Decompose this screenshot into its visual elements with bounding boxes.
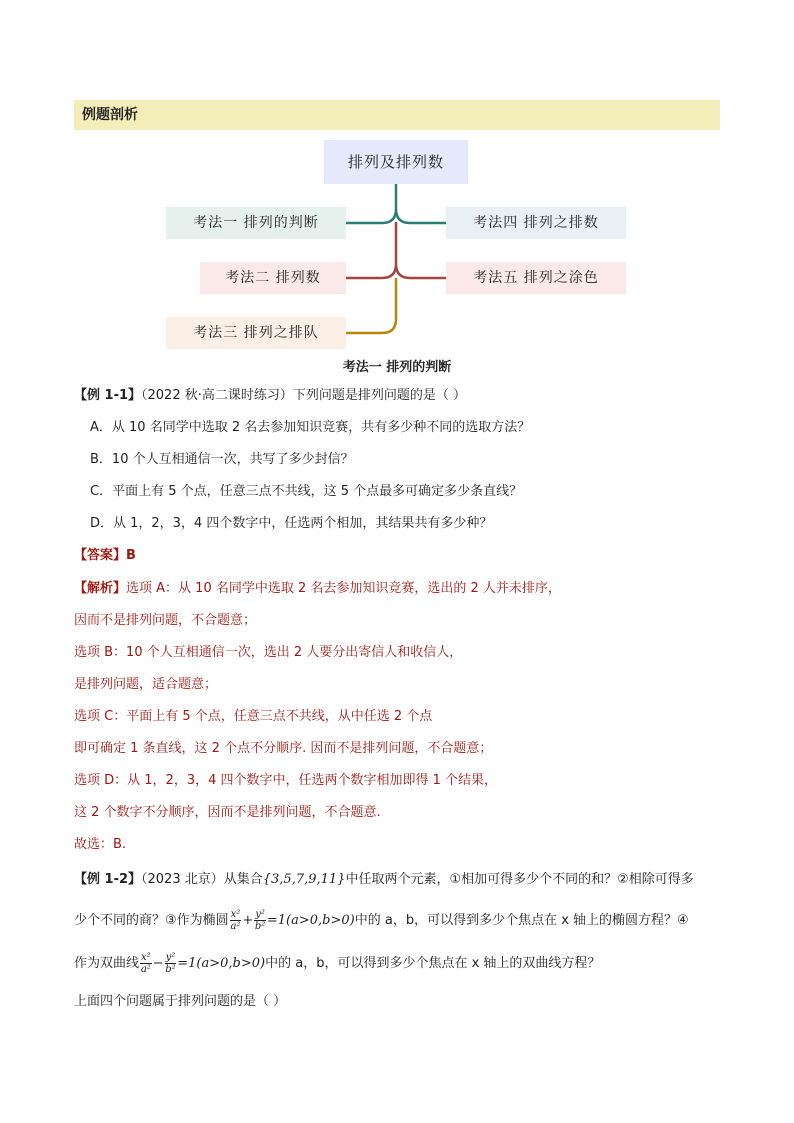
denominator: b²	[254, 921, 266, 932]
method-subtitle: 考法一 排列的判断	[342, 360, 452, 375]
mindmap-root: 排列及排列数	[324, 140, 468, 184]
fraction-y2-b2	[254, 909, 266, 932]
example-1-2-line-2	[74, 906, 689, 936]
analysis-tag: 【解析】	[74, 581, 127, 596]
mindmap-method-3: 考法三 排列之排队	[166, 317, 346, 349]
question-text: 下列问题是排列问题的是（ ）	[292, 388, 467, 403]
example-tag: 【例 1-2】	[74, 872, 142, 887]
fraction-x2-a2	[140, 952, 152, 975]
set-expression: {3,5,7,9,11}	[262, 872, 346, 887]
analysis-text: 选项 A：从 10 名同学中选取 2 名去参加知识竞赛，选出的 2 人并未排序，	[126, 581, 561, 596]
mindmap-method-2: 考法二 排列数	[200, 262, 346, 294]
minus-sign: −	[152, 956, 164, 971]
analysis-line-3: 选项 B：10 个人互相通信一次，选出 2 人要分出寄信人和收信人，	[74, 645, 463, 660]
analysis-line-1	[74, 579, 561, 599]
analysis-line-5: 选项 C：平面上有 5 个点，任意三点不共线，从中任选 2 个点	[74, 709, 433, 724]
example-1-2-line-4: 上面四个问题属于排列问题的是（ ）	[74, 994, 287, 1009]
question-text: 从集合	[223, 872, 263, 887]
mindmap-method-1: 考法一 排列的判断	[166, 207, 346, 239]
analysis-line-8: 这 2 个数字不分顺序，因而不是排列问题，不合题意.	[74, 805, 381, 820]
analysis-line-9: 故选：B.	[74, 837, 127, 852]
denominator: a²	[230, 921, 241, 932]
connector-m1-m4	[346, 184, 446, 223]
option-c: C．平面上有 5 个点，任意三点不共线，这 5 个点最多可确定多少条直线？	[90, 484, 523, 499]
mindmap-method-5: 考法五 排列之涂色	[446, 262, 626, 294]
section-header: 例题剖析	[74, 100, 720, 130]
question-text: 中的 a，b，可以得到多少个焦点在 x 轴上的椭圆方程？④	[354, 913, 689, 928]
example-1-2-line-3	[74, 949, 600, 979]
numerator: y²	[165, 952, 176, 963]
example-source: （2023 北京）	[141, 872, 224, 887]
example-tag: 【例 1-1】	[74, 388, 142, 403]
option-d: D．从 1，2，3，4 四个数字中，任选两个相加，其结果共有多少种？	[90, 516, 493, 531]
question-text: 中任取两个元素，①相加可得多少个不同的和？②相除可得多	[345, 872, 694, 887]
numerator: x²	[230, 909, 241, 920]
mindmap-method-4: 考法四 排列之排数	[446, 207, 626, 239]
analysis-line-2: 因而不是排列问题，不合题意；	[74, 613, 257, 628]
example-1-1-question	[74, 386, 466, 406]
numerator: x²	[141, 952, 151, 963]
fraction-x2-a2	[230, 909, 242, 932]
option-b: B．10 个人互相通信一次，共写了多少封信？	[90, 452, 354, 467]
analysis-line-4: 是排列问题，适合题意；	[74, 677, 218, 692]
numerator: y²	[255, 909, 265, 920]
denominator: b²	[165, 964, 176, 975]
question-text: 少个不同的商？③作为椭圆	[74, 913, 229, 928]
denominator: a²	[140, 964, 151, 975]
equation-condition: =1(a>0,b>0)	[266, 913, 355, 928]
fraction-y2-b2	[165, 952, 177, 975]
question-text: 作为双曲线	[74, 956, 140, 971]
connector-m2-m5	[346, 222, 446, 278]
answer: 【答案】B	[74, 548, 136, 563]
example-1-2-line-1	[74, 870, 694, 890]
analysis-line-6: 即可确定 1 条直线，这 2 个点不分顺序. 因而不是排列问题，不合题意；	[74, 741, 493, 756]
analysis-line-7: 选项 D：从 1，2，3，4 四个数字中，任选两个数字相加即得 1 个结果，	[74, 773, 498, 788]
connector-m3	[346, 278, 396, 333]
plus-sign: +	[242, 913, 254, 928]
example-source: （2022 秋·高二课时练习）	[141, 388, 293, 403]
equation-condition: =1(a>0,b>0)	[177, 956, 266, 971]
option-a: A．从 10 名同学中选取 2 名去参加知识竞赛，共有多少种不同的选取方法？	[90, 420, 531, 435]
question-text: 中的 a，b，可以得到多少个焦点在 x 轴上的双曲线方程？	[265, 956, 601, 971]
